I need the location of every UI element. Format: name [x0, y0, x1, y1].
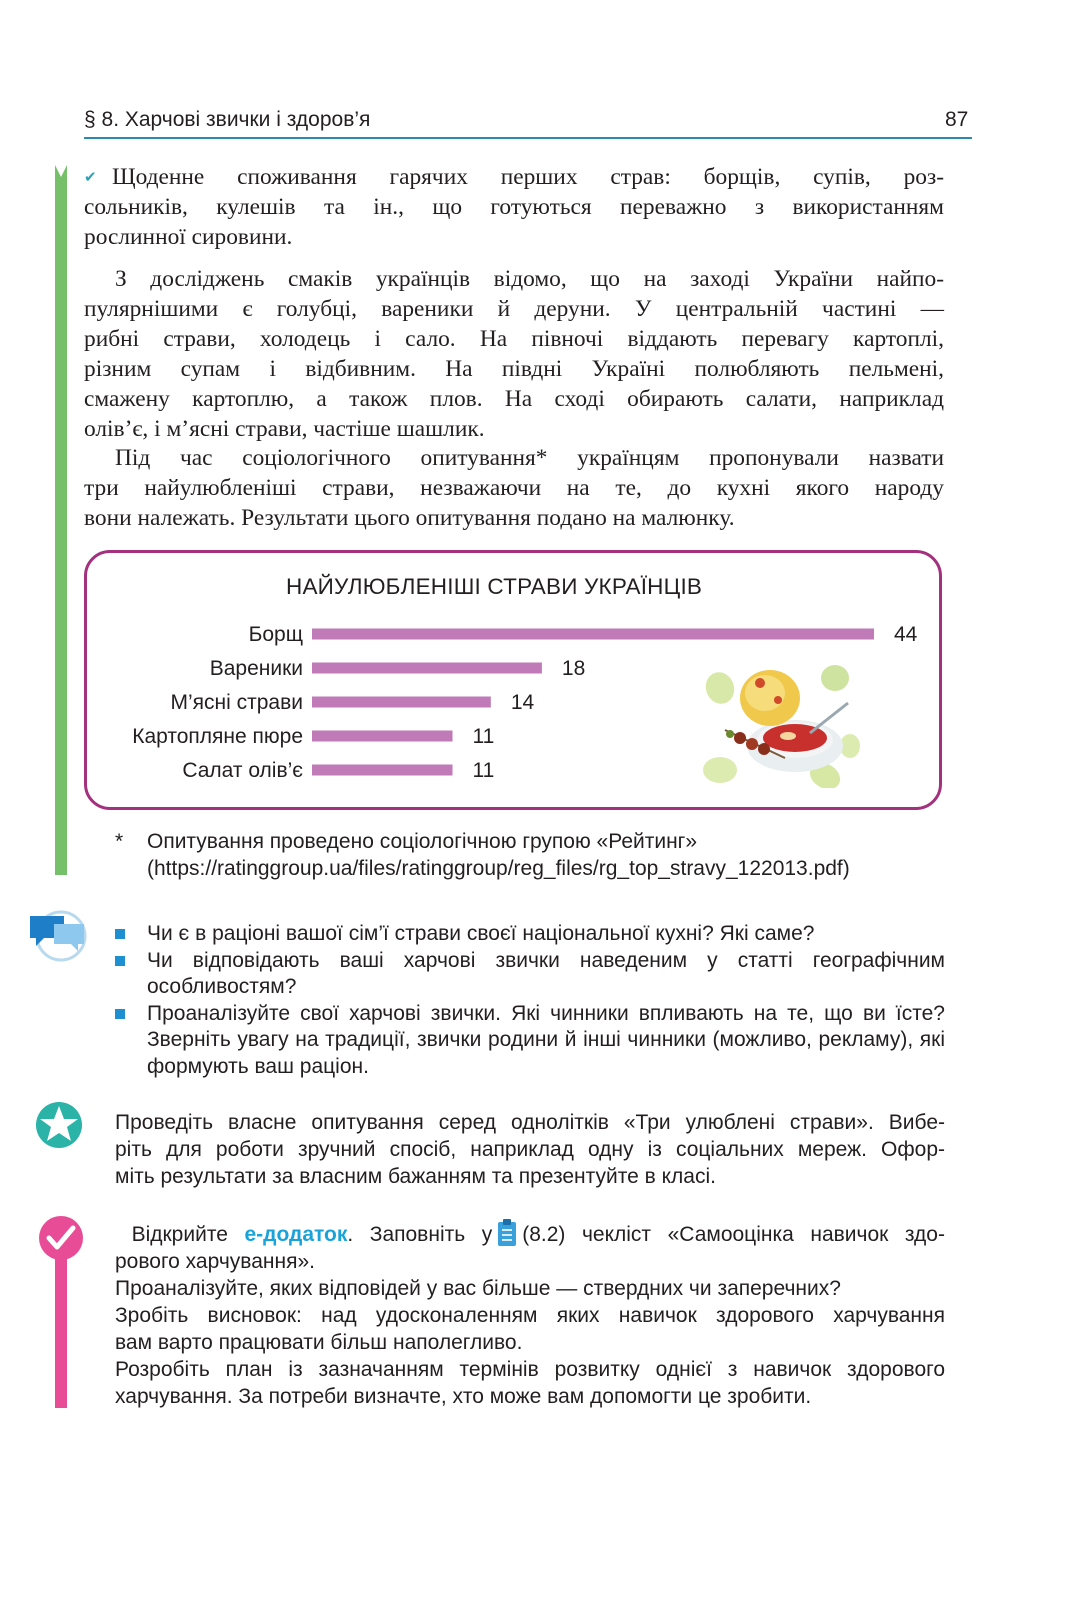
- page-number: 87: [945, 108, 969, 131]
- bullet-icon: [115, 956, 125, 966]
- text-line: вони належать. Результати цього опитування подано на малюнку.: [84, 505, 735, 531]
- text-line: три найулюбленіші страви, незважаючи на те, до кухні якого народу: [84, 475, 944, 501]
- list-item: Чи відповідають ваші харчові звички наведеним у статті географічним особливостям?: [115, 948, 945, 1001]
- star-project-icon: [34, 1100, 84, 1150]
- footnote-marker: *: [115, 830, 124, 853]
- text-line: Розробіть план із зазначанням термінів розвитку однієї з навичок здорового: [115, 1358, 945, 1381]
- category-label: Салат олів’є: [182, 759, 303, 782]
- food-illustration: [700, 658, 865, 788]
- pink-margin-bar: [55, 1252, 67, 1408]
- checklist-icon[interactable]: [496, 1217, 518, 1247]
- text-line: Відкрийте е-додаток. Заповніть у (8.2) чекліст «Самооцінка навичок здо-: [115, 1217, 945, 1248]
- text-line: ріть для роботи зручний спосіб, наприклад одну із соціальних мереж. Офор-: [115, 1138, 945, 1161]
- bar: [312, 697, 491, 708]
- text-line: Проаналізуйте, яких відповідей у вас більше — ствердних чи заперечних?: [115, 1277, 841, 1300]
- category-label: Вареники: [209, 657, 303, 680]
- footnote-text: [147, 828, 947, 882]
- text-line: рового харчування».: [115, 1250, 315, 1273]
- category-label: Борщ: [248, 623, 303, 646]
- bullet-icon: [115, 929, 125, 939]
- value-label: 18: [561, 657, 586, 680]
- checkmark-icon: ✔: [84, 168, 97, 186]
- footnote-line: Опитування проведено соціологічною групою «Рейтинг»: [147, 830, 698, 853]
- text-line: олів’є, і м’ясні страви, частіше шашлик.: [84, 416, 485, 442]
- category-label: М’ясні страви: [170, 691, 303, 714]
- text-line: сольників, кулешів та ін., що готуються переважно з використанням: [84, 194, 944, 220]
- value-label: 11: [472, 759, 495, 782]
- text-line: міть результати за власним бажанням та презентуйте в класі.: [115, 1165, 716, 1188]
- value-label: 14: [510, 691, 535, 714]
- e-supplement-link[interactable]: е-додаток: [244, 1223, 348, 1246]
- footnote-source-link: (https://ratinggroup.ua/files/ratinggroup/reg_files/rg_top_stravy_122013.pdf): [147, 857, 850, 880]
- bullet-icon: [115, 1009, 125, 1019]
- paragraph-hot-dishes: [84, 162, 944, 252]
- paragraph-regional-tastes: [84, 264, 944, 444]
- discussion-icon: [28, 910, 88, 962]
- value-label: 44: [894, 623, 918, 646]
- text-line: Зробіть висновок: над удосконаленням яких навичок здорового харчування: [115, 1304, 945, 1327]
- text-line: смажену картоплю, а також плов. На сході обирають салати, наприклад: [84, 386, 944, 412]
- bar: [312, 731, 453, 742]
- discussion-questions: [115, 921, 945, 1080]
- text-line: рослинної сировини.: [84, 224, 293, 250]
- text-line: пулярнішими є голубці, вареники й деруни. У центральній частині —: [84, 296, 944, 322]
- bar: [312, 663, 542, 674]
- green-bar-notch: [55, 165, 67, 177]
- text-line: харчування. За потреби визначте, хто може вам допомогти це зробити.: [115, 1385, 812, 1408]
- value-label: 11: [472, 725, 495, 748]
- paragraph-survey: [84, 443, 944, 533]
- category-label: Картопляне пюре: [132, 725, 303, 748]
- self-check-task: [115, 1217, 945, 1410]
- project-task: [115, 1109, 945, 1190]
- text-line: рибні страви, холодець і сало. На півночі віддають перевагу картоплі,: [84, 326, 944, 352]
- bar: [312, 765, 453, 776]
- list-item: Проаналізуйте свої харчові звички. Які чинники впливають на те, що ви їсте? Зверніть увагу на традиції, звички родини й інші чинники (можливо, рекламу), які формують ваш раціон.: [115, 1001, 945, 1081]
- text-line: вам варто працювати більш наполегливо.: [115, 1331, 523, 1354]
- text-line: ✔ Щоденне споживання гарячих перших страв: борщів, супів, роз-: [84, 164, 944, 190]
- green-margin-bar: [55, 165, 67, 875]
- section-title: § 8. Харчові звички і здоров’я: [84, 108, 371, 131]
- chart-title: НАЙУЛЮБЛЕНІШІ СТРАВИ УКРАЇНЦІВ: [286, 574, 703, 599]
- text-line: З досліджень смаків українців відомо, що на заході України найпо-: [115, 266, 944, 292]
- text-line: Під час соціологічного опитування* українцям пропонували назвати: [115, 445, 944, 471]
- header-divider: [84, 137, 972, 139]
- list-item: Чи є в раціоні вашої сім’ї страви своєї національної кухні? Які саме?: [115, 921, 945, 948]
- text-line: різним супам і відбивним. На півдні Україні полюбляють пельмені,: [84, 356, 944, 382]
- bar: [312, 629, 874, 640]
- text-line: Проведіть власне опитування серед однолітків «Три улюблені страви». Вибе-: [115, 1111, 945, 1134]
